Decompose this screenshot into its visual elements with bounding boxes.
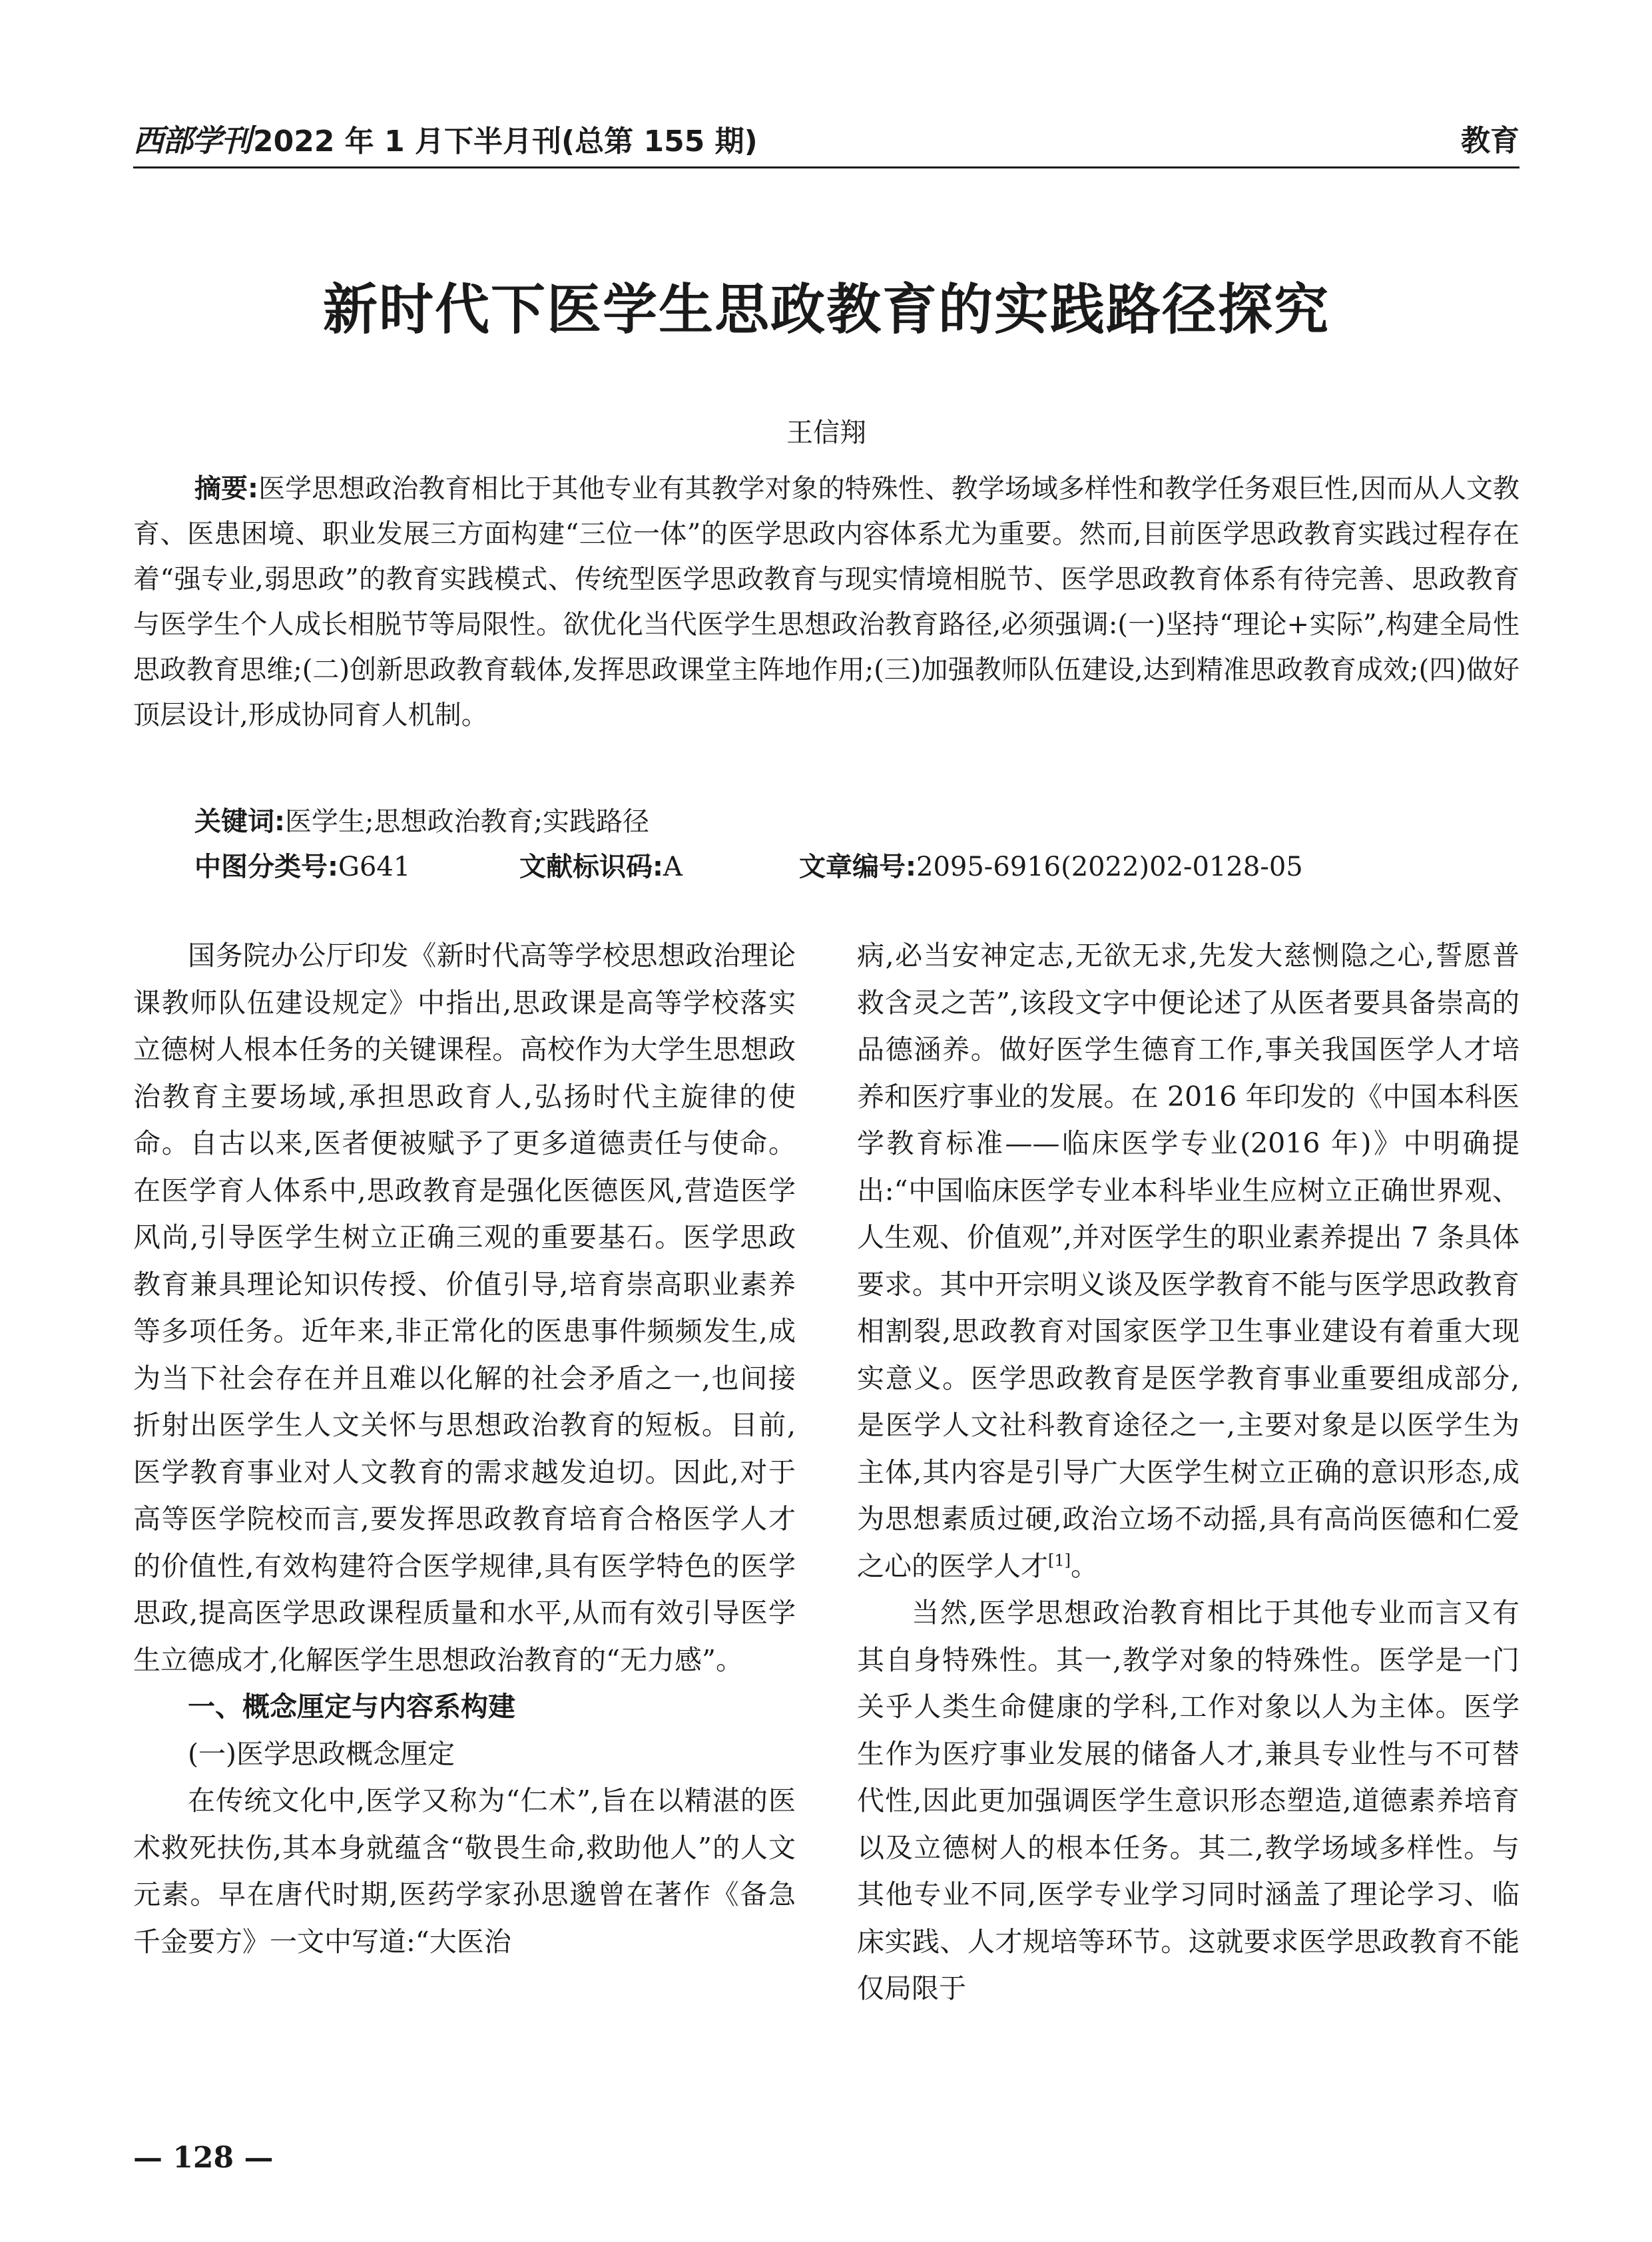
article-title: 新时代下医学生思政教育的实践路径探究 bbox=[322, 278, 1330, 342]
body-text-end: 。 bbox=[1071, 1549, 1098, 1582]
body-text: 病,必当安神定志,无欲无求,先发大慈恻隐之心,誓愿普救含灵之苦”,该段文字中便论述了从医者要具备崇高的品德涵养。做好医学生德育工作,事关我国医学人才培养和医疗事业的发展。在 2016 年印发的《中国本科医学教育标准——临床医学专业(2016 年)》中明确提出:“中国临床医学专业本科毕业生应树立正确世界观、人生观、价值观”,并对医学生的职业素养提出 7 条具体要求。其中开宗明义谈及医学教育不能与医学思政教育相割裂,思政教育对国家医学卫生事业建设有着重大现实意义。医学思政教育是医学教育事业重要组成部分,是医学人文社科教育途径之一,主要对象是以医学生为主体,其内容是引导广大医学生树立正确的意识形态,成为思想素质过硬,政治立场不动摇,具有高尚医德和仁爱之心的医学人才 bbox=[857, 940, 1519, 1582]
author-name: 王信翔 bbox=[786, 418, 866, 448]
section-heading: 一、概念厘定与内容系构建 bbox=[188, 1691, 515, 1723]
article-number bbox=[799, 846, 1303, 884]
section-label: 教育 bbox=[1461, 124, 1519, 158]
clc-number bbox=[194, 846, 410, 884]
body-column-right bbox=[857, 932, 1519, 2012]
body-paragraph: 国务院办公厅印发《新时代高等学校思想政治理论课教师队伍建设规定》中指出,思政课是高等学校落实立德树人根本任务的关键课程。高校作为大学生思想政治教育主要场域,承担思政育人,弘扬时代主旋律的使命。自古以来,医者便被赋予了更多道德责任与使命。在医学育人体系中,思政教育是强化医德医风,营造医学风尚,引导医学生树立正确三观的重要基石。医学思政教育兼具理论知识传授、价值引导,培育崇高职业素养等多项任务。近年来,非正常化的医患事件频频发生,成为当下社会存在并且难以化解的社会矛盾之一,也间接折射出医学生人文关怀与思想政治教育的短板。目前,医学教育事业对人文教育的需求越发迫切。因此,对于高等医学院校而言,要发挥思政教育培育合格医学人才的价值性,有效构建符合医学规律,具有医学特色的医学思政,提高医学思政课程质量和水平,从而有效引导医学生立德成才,化解医学生思想政治教育的“无力感”。 bbox=[133, 940, 796, 1676]
journal-logo: 西部学刊 bbox=[133, 123, 250, 158]
document-code bbox=[519, 846, 683, 884]
doc-code-label: 文献标识码: bbox=[519, 852, 663, 882]
abstract bbox=[133, 466, 1519, 738]
issue-info: 2022 年 1 月下半月刊(总第 155 期) bbox=[253, 125, 758, 158]
citation-ref: [1] bbox=[1048, 1550, 1071, 1569]
keywords bbox=[194, 800, 649, 838]
keywords-text: 医学生;思想政治教育;实践路径 bbox=[285, 806, 649, 837]
keywords-label: 关键词: bbox=[194, 806, 285, 837]
clc-value: G641 bbox=[338, 852, 411, 882]
body-paragraph: 当然,医学思想政治教育相比于其他专业而言又有其自身特殊性。其一,教学对象的特殊性。医学是一门关乎人类生命健康的学科,工作对象以人为主体。医学生作为医疗事业发展的储备人才,兼具专业性与不可替代性,因此更加强调医学生意识形态塑造,道德素养培育以及立德树人的根本任务。其二,教学场域多样性。与其他专业不同,医学专业学习同时涵盖了理论学习、临床实践、人才规培等环节。这就要求医学思政教育不能仅局限于 bbox=[857, 1597, 1519, 2004]
abstract-label: 摘要: bbox=[194, 473, 259, 504]
abstract-text: 医学思想政治教育相比于其他专业有其教学对象的特殊性、教学场域多样性和教学任务艰巨性,因而从人文教育、医患困境、职业发展三方面构建“三位一体”的医学思政内容体系尤为重要。然而,目前医学思政教育实践过程存在着“强专业,弱思政”的教育实践模式、传统型医学思政教育与现实情境相脱节、医学思政教育体系有待完善、思政教育与医学生个人成长相脱节等局限性。欲优化当代医学生思想政治教育路径,必须强调:(一)坚持“理论+实际”,构建全局性思政教育思维;(二)创新思政教育载体,发挥思政课堂主阵地作用;(三)加强教师队伍建设,达到精准思政教育成效;(四)做好顶层设计,形成协同育人机制。 bbox=[133, 473, 1520, 730]
subsection-heading: (一)医学思政概念厘定 bbox=[188, 1737, 455, 1770]
article-number-label: 文章编号: bbox=[799, 852, 916, 882]
running-header bbox=[133, 117, 1519, 163]
article-number-value: 2095-6916(2022)02-0128-05 bbox=[916, 852, 1303, 882]
body-column-left bbox=[133, 932, 796, 1965]
header-rule bbox=[133, 166, 1519, 168]
doc-code-value: A bbox=[663, 852, 683, 882]
body-paragraph bbox=[857, 932, 1519, 1589]
clc-label: 中图分类号: bbox=[194, 852, 338, 882]
page-number: — 128 — bbox=[133, 2141, 274, 2175]
header-journal-issue bbox=[133, 117, 758, 160]
body-paragraph: 在传统文化中,医学又称为“仁术”,旨在以精湛的医术救死扶伤,其本身就蕴含“敬畏生命,救助他人”的人文元素。早在唐代时期,医药学家孙思邈曾在著作《备急千金要方》一文中写道:“大医治 bbox=[133, 1785, 796, 1958]
